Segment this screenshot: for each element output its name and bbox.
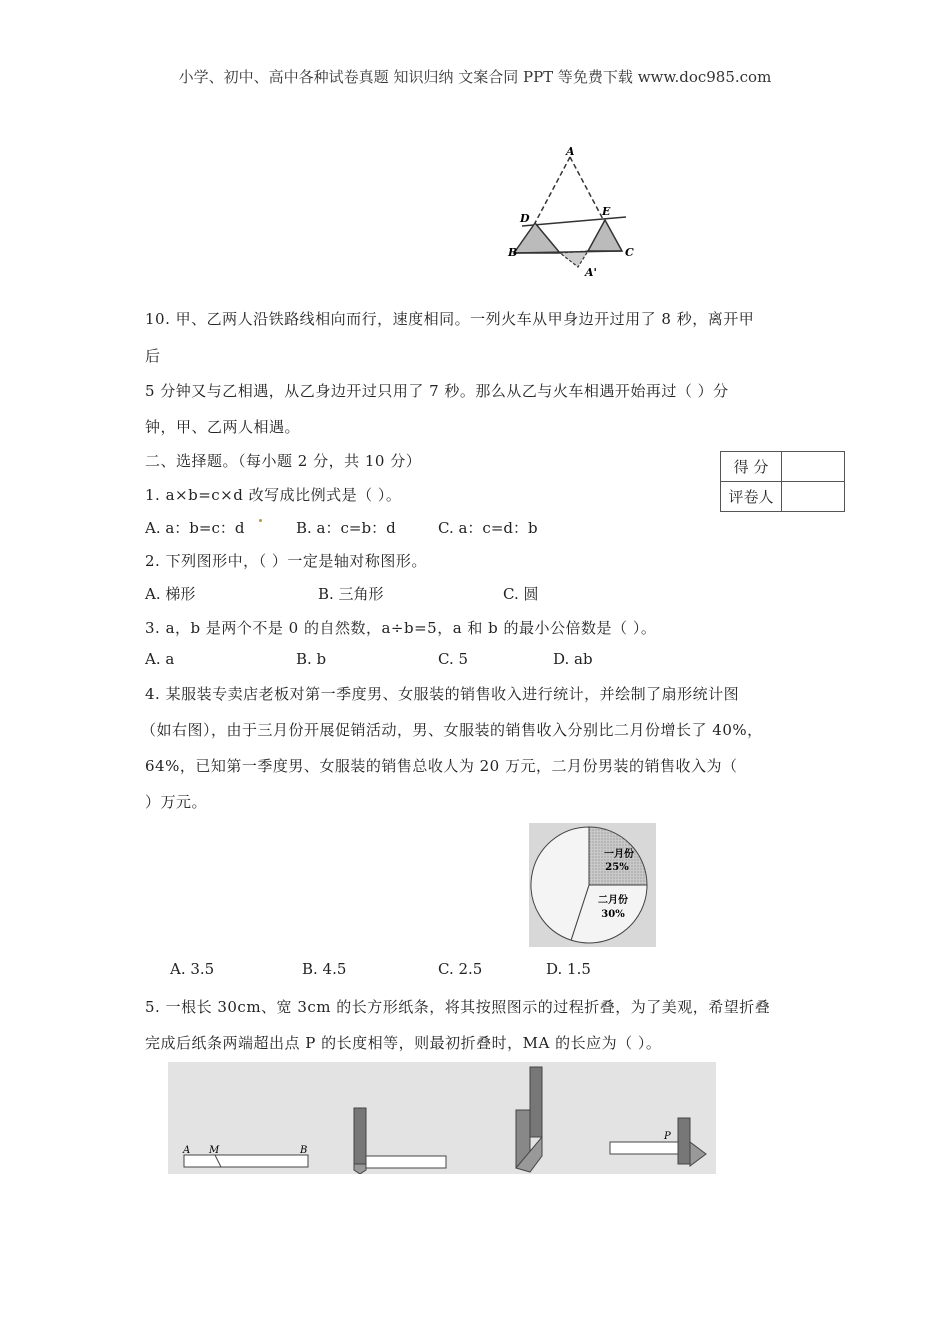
q4-option-a[interactable]: A. 3.5: [170, 960, 215, 978]
q3-option-d[interactable]: D. ab: [553, 650, 593, 668]
q4-line3: 64%，已知第一季度男、女服装的销售总收人为 20 万元，二月份男装的销售收入为（: [145, 757, 738, 775]
label-D: D: [520, 212, 530, 225]
label-B: B: [508, 246, 518, 259]
q4-option-d[interactable]: D. 1.5: [546, 960, 591, 978]
paper-fold-figure: [168, 1062, 716, 1174]
q5-line1: 5. 一根长 30cm、宽 3cm 的长方形纸条，将其按照图示的过程折叠，为了美观，希望折叠: [145, 998, 771, 1016]
q3-option-a[interactable]: A. a: [145, 650, 175, 668]
q4-option-b[interactable]: B. 4.5: [302, 960, 347, 978]
score-label: 得 分: [721, 452, 782, 482]
section-title: 二、选择题。（每小题 2 分，共 10 分）: [145, 452, 422, 470]
pie-pct-feb: 30%: [601, 909, 625, 920]
q1-stem: 1. a×b=c×d 改写成比例式是（ ）。: [145, 486, 402, 504]
pie-pct-jan: 25%: [605, 862, 629, 873]
q4-line2: （如右图），由于三月份开展促销活动，男、女服装的销售收入分别比二月份增长了 40%，: [141, 721, 763, 739]
grader-cell[interactable]: [782, 482, 845, 512]
label-C: C: [625, 246, 634, 259]
sales-pie-chart: [529, 823, 656, 947]
q2-option-b[interactable]: B. 三角形: [318, 585, 384, 603]
fold-label-P: P: [664, 1131, 671, 1142]
q10-line3: 5 分钟又与乙相遇，从乙身边开过只用了 7 秒。那么从乙与火车相遇开始再过（ ）分: [145, 382, 729, 400]
q1-option-b[interactable]: B. a：c=b：d: [296, 519, 396, 537]
fold-label-B: B: [300, 1145, 308, 1156]
q1-option-c[interactable]: C. a：c=d：b: [438, 519, 538, 537]
q10-line4: 钟，甲、乙两人相遇。: [145, 418, 301, 436]
pie-label-feb: 二月份: [598, 895, 628, 906]
label-A-prime: A': [585, 266, 597, 279]
q5-line2: 完成后纸条两端超出点 P 的长度相等，则最初折叠时，MA 的长应为（ ）。: [145, 1034, 662, 1052]
q3-option-b[interactable]: B. b: [296, 650, 327, 668]
score-box: [720, 451, 845, 512]
q2-stem: 2. 下列图形中，（ ）一定是轴对称图形。: [145, 552, 427, 570]
stray-dot: [259, 519, 262, 522]
q3-stem: 3. a，b 是两个不是 0 的自然数，a÷b=5，a 和 b 的最小公倍数是（ ）。: [145, 619, 657, 637]
q2-option-a[interactable]: A. 梯形: [145, 585, 196, 603]
fold-label-A: A: [183, 1145, 191, 1156]
q2-option-c[interactable]: C. 圆: [503, 585, 539, 603]
label-E: E: [602, 205, 611, 218]
q4-line4: ）万元。: [145, 793, 208, 811]
score-cell[interactable]: [782, 452, 845, 482]
pie-label-jan: 一月份: [604, 849, 634, 860]
q4-line1: 4. 某服装专卖店老板对第一季度男、女服装的销售收入进行统计，并绘制了扇形统计图: [145, 685, 740, 703]
q1-option-a[interactable]: A. a：b=c：d: [145, 519, 245, 537]
q10-line2: 后: [145, 347, 161, 365]
grader-label: 评卷人: [721, 482, 782, 512]
label-A: A: [566, 145, 575, 158]
q4-option-c[interactable]: C. 2.5: [438, 960, 483, 978]
page-header: 小学、初中、高中各种试卷真题 知识归纳 文案合同 PPT 等免费下载 www.doc985.com: [178, 68, 772, 86]
q3-option-c[interactable]: C. 5: [438, 650, 469, 668]
q10-line1: 10. 甲、乙两人沿铁路线相向而行，速度相同。一列火车从甲身边开过用了 8 秒，离开甲: [145, 310, 755, 328]
fold-label-M: M: [209, 1145, 220, 1156]
triangle-fold-figure: [500, 145, 640, 280]
